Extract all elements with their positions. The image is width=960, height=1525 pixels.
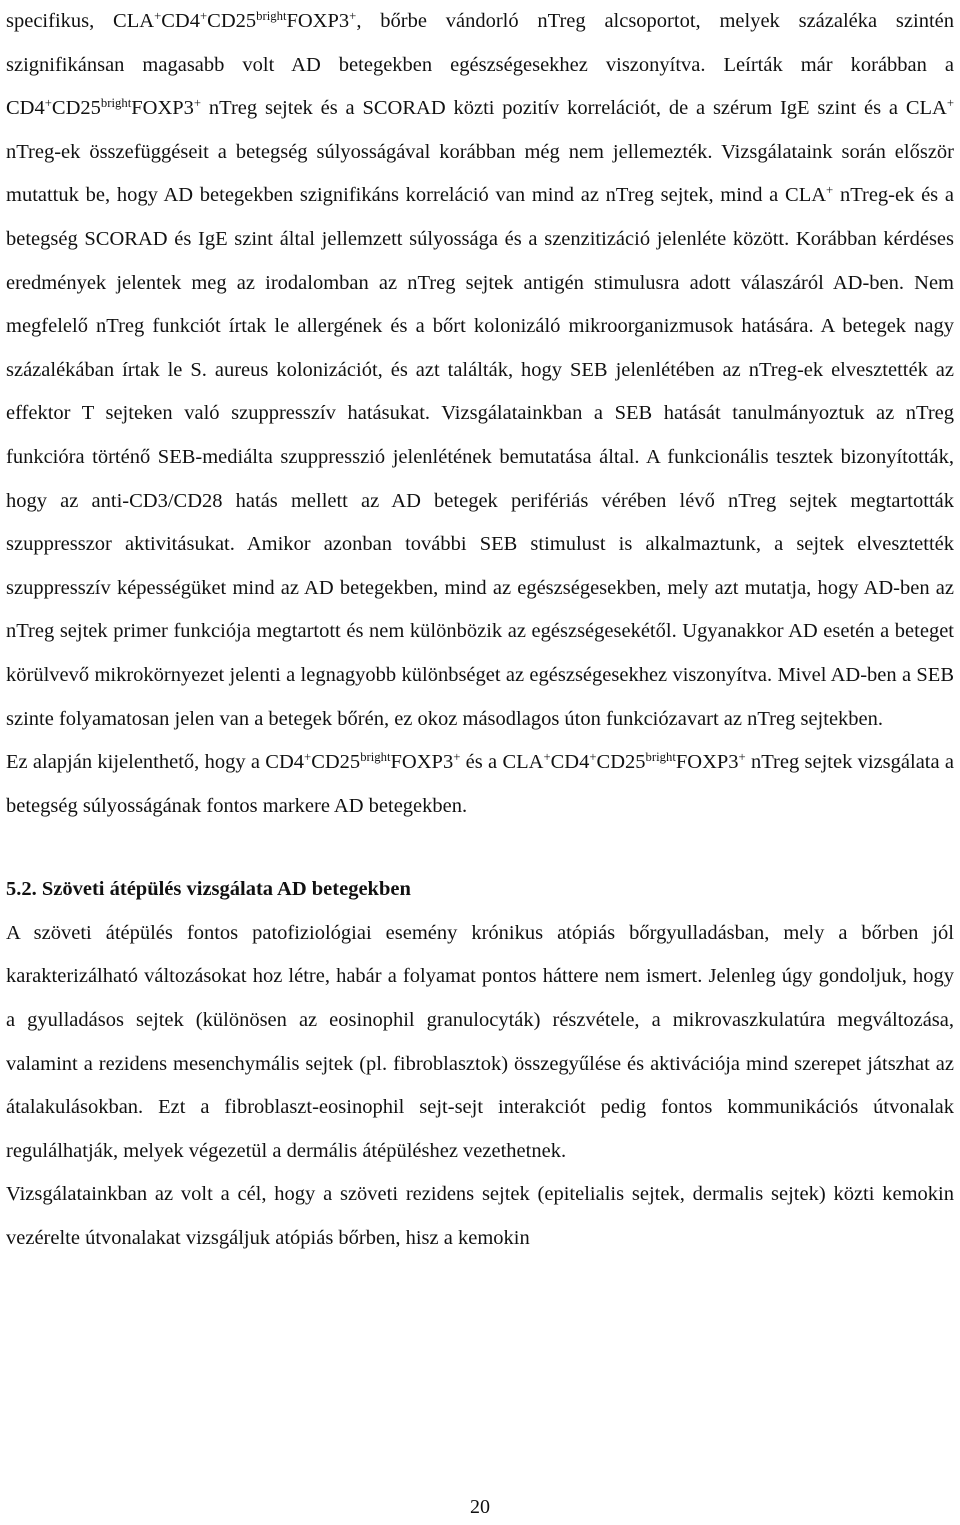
superscript: +	[199, 9, 208, 24]
superscript: bright	[360, 750, 391, 765]
text-run: és a CLA	[460, 751, 544, 774]
text-run: FOXP3	[131, 97, 194, 120]
superscript: +	[946, 96, 954, 111]
section-heading: 5.2. Szöveti átépülés vizsgálata AD betegekben	[6, 878, 411, 901]
text-run: CD25	[311, 751, 361, 774]
text-run: nTreg sejtek és a SCORAD közti pozitív korrelációt, de a szérum IgE szint és a CLA	[201, 97, 947, 120]
superscript: +	[738, 750, 746, 765]
page-number: 20	[470, 1496, 490, 1518]
text-run: FOXP3	[286, 10, 350, 32]
text-run: nTreg-ek és a betegség SCORAD és IgE szint által jellemzett súlyossága és a szenzitizáció jelenléte között. Korábban kérdéses eredmények jelentek meg az irodalomban az nTreg sejtek antigén stimulusra adott válaszáról AD-ben. Nem megfelelő nTreg funkciót írtak le allergének és a bőrt kolonizáló mikroorganizmusok hatására. A betegek nagy százalékában írtak le S. aureus kolonizációt, és azt találták, hogy SEB jelenlétében az nTreg-ek elvesztették az effektor T sejteken való szuppresszív hatásukat. Vizsgálatainkban a SEB hatását tanulmányoztuk az nTreg funkcióra történő SEB-mediálta szuppresszió jelenlétének bemutatása által. A funkcionális tesztek bizonyították, hogy az anti-CD3/CD28 hatás mellett az AD betegek perifériás vérében lévő nTreg sejtek megtartották szuppresszor aktivitásukat. Amikor azonban további SEB stimulust is alkalmaztunk, a sejtek elvesztették szuppresszív képességüket mind az AD betegekben, mind az egészségesekben, mely azt mutatja, hogy AD-ben az nTreg sejtek primer funkciója megtartott és nem különbözik az egészségesekétől. Ugyanakkor AD esetén a beteget körülvevő mikrokörnyezet jelenti a legnagyobb különbséget az egészségesekhez viszonyítva. Mivel AD-ben a SEB szinte folyamatosan jelen van a betegek bőrén, ez okoz másodlagos úton funkciózavart az nTreg sejtekben.	[6, 184, 954, 730]
text-run: Ez alapján kijelenthető, hogy a CD4	[6, 751, 305, 774]
text-run: FOXP3	[390, 751, 454, 774]
superscript: +	[826, 183, 834, 198]
text-run: , bőrbe vándorló nTreg alcsoportot, melyek százaléka szintén szignifikánsan magasabb volt AD betegekben egészségesekhez viszonyítva. Leírták már korábban a CD4	[6, 10, 954, 120]
superscript: +	[304, 750, 312, 765]
superscript: bright	[256, 9, 287, 24]
superscript: +	[154, 9, 162, 24]
superscript: +	[589, 750, 597, 765]
text-run: CD25	[207, 10, 257, 32]
paragraph-ntreg-findings	[6, 0, 954, 741]
superscript: +	[44, 96, 52, 111]
page-body	[6, 0, 954, 1261]
paragraph-conclusion	[6, 741, 954, 828]
superscript: +	[193, 96, 202, 111]
superscript: +	[349, 9, 357, 24]
paragraph-tissue-remodeling: A szöveti átépülés fontos patofiziológiai esemény krónikus atópiás bőrgyulladásban, mely a bőrben jól karakterizálható változásokat hoz létre, habár a folyamat pontos háttere nem ismert. Jelenleg úgy gondoljuk, hogy a gyulladásos sejtek (különösen az eosinophil granulocyták) részvétele, a mikrovaszkulatúra megváltozása, valamint a rezidens mesenchymális sejtek (pl. fibroblasztok) összegyűlése és aktivációja mind szerepet játszhat az átalakulásokban. Ezt a fibroblaszt-eosinophil sejt-sejt interakciót pedig fontos kommunikációs útvonalak regulálhatják, melyek végezetül a dermális átépüléshez vezethetnek.	[6, 921, 954, 1162]
superscript: +	[453, 750, 461, 765]
text-run: CD25	[51, 97, 101, 120]
text-run: nTreg sejtek vizsgálata a betegség súlyosságának fontos markere AD betegekben.	[6, 751, 954, 817]
text-run: CD4	[550, 751, 590, 774]
superscript: +	[543, 750, 551, 765]
text-run: CD25	[596, 751, 646, 774]
text-run: FOXP3	[675, 751, 739, 774]
superscript: bright	[100, 96, 132, 111]
text-run: nTreg-ek összefüggéseit a betegség súlyosságával korábban még nem jellemezték. Vizsgálataink során először mutattuk be, hogy AD betegekben szignifikáns korreláció van mind az nTreg sejtek, mind a CLA	[6, 140, 954, 207]
text-run: CD4	[161, 10, 200, 32]
text-run: specifikus, CLA	[6, 10, 155, 32]
superscript: bright	[645, 750, 676, 765]
paragraph-study-aim: Vizsgálatainkban az volt a cél, hogy a szöveti rezidens sejtek (epitelialis sejtek, dermalis sejtek) közti kemokin vezérelte útvonalakat vizsgáljuk atópiás bőrben, hisz a kemokin	[6, 1183, 954, 1250]
